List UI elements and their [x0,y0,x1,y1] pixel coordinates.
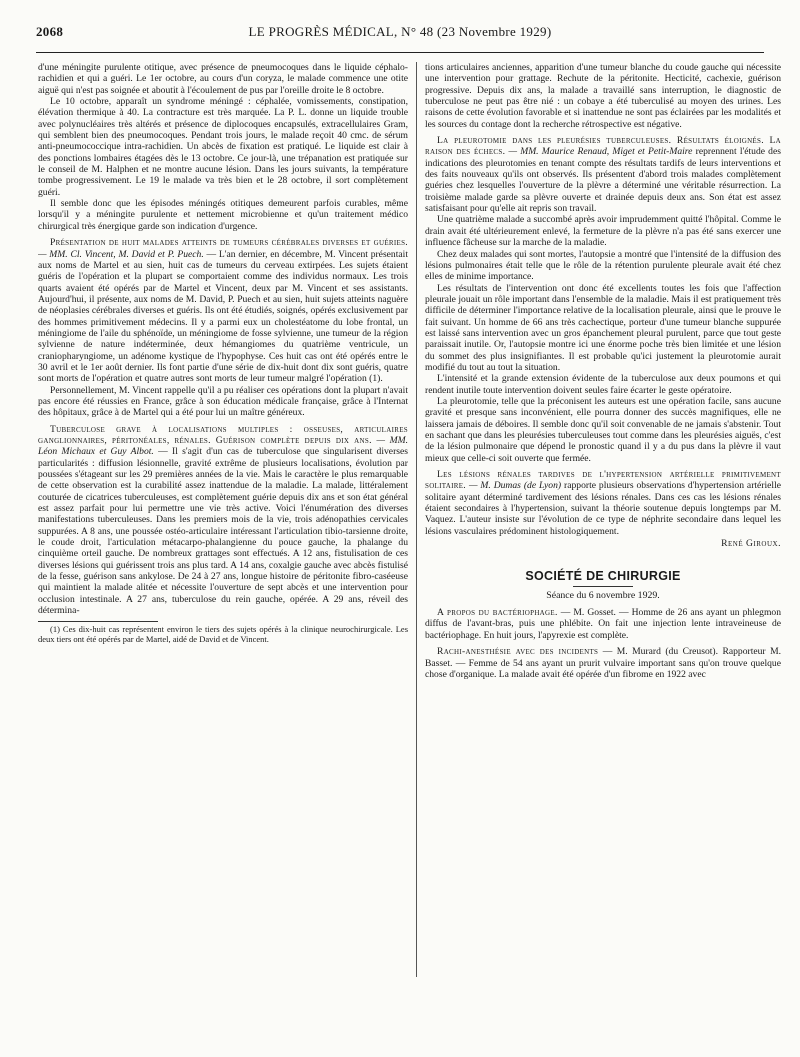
journal-title: LE PROGRÈS MÉDICAL, N° 48 (23 Novembre 1929) [248,24,552,39]
column-divider [416,62,417,977]
article-title: Rachi-anesthésie avec des incidents [437,646,599,658]
paragraph: Les résultats de l'intervention ont donc été excellents toutes les fois que l'affection pleurale jouait un rôle important dans l'ensemble de la maladie. Mais il est pratiquement très difficile de déterminer l'importance relative de la localisation pleurale, ainsi que le prouve le fait suivant. Un homme de 66 ans très cachectique, porteur d'une tumeur blanche suppurée est laissé sans intervention avec un gros épanchement pleural purulent, parce que tout geste paraissait inutile. Or, l'autopsie montre ici une énorme poche très bien limitée et une lésion du sommet des plus insignifiantes. Il est probable qu'ici justement la pleurotomie aurait modifié du tout au tout la situation. [425,282,781,373]
author-signature: René Giroux. [721,538,781,550]
footnote-rule [38,621,158,622]
article-title: A propos du bactériophage. [437,607,558,619]
article-body: — Il s'agit d'un cas de tuberculose que singularisent diverses particularités : diffusion lésionnelle, gravité extrême de plusieurs localisations, évolution par poussées s'étageant sur les 29 premières années de la vie. Mais le caractère le plus remarquable de cette observation est la curabilité assez inattendue de la maladie. La malade, littéralement couturée de cicatrices tuberculeuses, est complètement guérie depuis dix ans et son état général est assez parfait pour lui permettre une vie très active. Voici l'énumération des diverses manifestations tuberculeuses. Dans les premiers mois de la vie, trois adénopathies cervicales suppurées. A 8 ans, une poussée ostéo-articulaire intéressant l'articulation tibio-tarsienne droite, le coude droit, l'articulation métacarpo-phalangienne du pouce gauche, la phalange du cinquième orteil gauche. De nombreux grattages sont effectués. A 12 ans, fistulisation de ces diverses lésions qui guérissent trois ans plus tard. A 14 ans, coxalgie gauche avec abcès fistulisé de la fesse, guérison sans ankylose. De 24 à 27 ans, longue histoire de péritonite fibro-caséeuse qui maintient la malade alitée et nécessite l'ouverture de sept abcès et une intervention pour occlusion intestinale. A 27 ans, tuberculose du rein gauche, opérée. A 29 ans, réveil des détermina- [38,446,408,617]
footnote: (1) Ces dix-huit cas représentent environ le tiers des sujets opérés à la clinique neurochirurgicale. Les deux tiers ont été opérés par de Martel, aidé de David et de Vincent. [38,623,408,644]
article-vincent [38,237,408,384]
page-header [36,24,764,44]
page-number: 2068 [36,24,64,39]
paragraph: La pleurotomie, telle que la préconisent les auteurs est une opération facile, sans aucune gravité et presque sans inconvénient, elle pourra donner des succès magnifiques, elle ne laissera jamais de déboires. Il semble donc qu'il soit convenable de ne jamais s'abstenir. Tout en sachant que dans les pleurésies tuberculeuses tout comme dans les pleurésies aiguës, c'est de la lésion pulmonaire que dépend le pronostic quand il y a du pus dans la plèvre il vaut mieux que celle-ci soit ouverte que fermée. [425,395,781,464]
article-renaud [425,135,781,214]
article-authors: — M. Dumas (de Lyon) [468,480,562,492]
header-rule [36,52,764,53]
article-authors: — M. Murard (du Creusot). Rapporteur M. Basset. [425,646,781,669]
paragraph: Personnellement, M. Vincent rappelle qu'il a pu réaliser ces opérations dont la plupart n'avait pas encore été réussies en France, grâce à son éducation médicale française, grâce à l'Internat des hôpitaux, grâce à de Martel qui a été pour lui un maître généreux. [38,384,408,419]
article-gosset [425,607,781,641]
paragraph: Le 10 octobre, apparaît un syndrome méningé : céphalée, vomissements, constipation, élévation thermique à 40. La contracture est très marquée. La P. L. donne un liquide trouble avec polynucléaires très altérés et présence de diplocoques encapsulés, extracellulaires Gram, qui semblent bien des pneumocoques. Pendant trois jours, le malade reçoit 40 cmc. de sérum anti-pneumococcique intra-rachidien. Un abcès de fixation est pratiqué. Le liquide est clair à des ponctions lombaires étagées dès le 13 octobre. Ce jour-là, une trépanation est pratiquée sur le conseil de M. Halphen et ne montre aucune lésion. Dans les jours suivants, la température tombe progressivement. Le 19 le malade va très bien et le 28 octobre, il sort complètement guéri. [38,96,408,198]
session-date: Séance du 6 novembre 1929. [546,589,660,601]
society-rule [573,586,633,587]
paragraph: Il semble donc que les épisodes méningés otitiques demeurent parfois curables, même lorsqu'il y a méningite purulente et nettement microbienne et qu'un traitement médico chirurgical très énergique garde son indication d'urgence. [38,198,408,232]
article-title: Présentation de huit malades atteints de tumeurs cérébrales diverses et guéries. [50,237,408,249]
article-title: Les lésions rénales tardives de l'hypertension artérielle primitivement solitaire. [425,469,781,492]
paragraph: d'une méningite purulente otitique, avec présence de pneumocoques dans le liquide céphalo-rachidien et qui a guéri. Le 1er octobre, au cours d'un coryza, le malade commence une otite aiguë qui n'est pas soignée et aboutit à l'écoulement de pus par l'oreille droite le 8 octobre. [38,62,408,96]
right-column [425,62,781,1043]
paragraph: Chez deux malades qui sont mortes, l'autopsie a montré que l'intensité de la diffusion des lésions pulmonaires était telle que le rôle de la rétention purulente pleurale avait été chez elles de minime importance. [425,248,781,283]
paragraph: Une quatrième malade a succombé après avoir imprudemment quitté l'hôpital. Comme le drain avait été ultérieurement enlevé, la fermeture de la plèvre n'a pas été sans exercer une influence fâcheuse sur la marche de la maladie. [425,214,781,249]
article-body: — Homme de 26 ans ayant un phlegmon diffus de l'avant-bras, puis une phlébite. On fait une injection lente intraveineuse de bactériophage. En huit jours, l'apyrexie est complète. [425,607,781,641]
article-body: — L'an dernier, en décembre, M. Vincent présentait aux noms de Martel et au sien, huit cas de tumeurs du cerveau extirpées. Les sujets étaient guéris de l'opération et la plupart se comportaient comme des individus normaux. Les trois quarts avaient été opérés par de Martel et Vincent, deux par M. Vincent et ses assistants. Aujourd'hui, il présente, aux noms de M. David, P. Puech et au sien, huit sujets atteints naguère de néoplasies cérébrales diverses et guéris. Ils ont été étudiés, soignés, opérés exclusivement par des hommes primitivement médecins. Il y a parmi eux un cholestéatome du lobe frontal, un méningiome de l'aile du sphénoïde, un méningiome de fosse sylvienne, une tumeur de la région sylvienne de nature indéterminée, deux hémangiomes du quatrième ventricule, un craniopharyngiome, un adénome kystique de l'hypophyse. Ces huit cas ont été opérés entre le 30 avril et le 1er août dernier. Ils font partie d'une série de dix-huit dont dix sont guéris, quatre sont morts de l'opération et quatre autres sont morts de leur tumeur malgré l'opération (1). [38,248,408,385]
article-title: La pleurotomie dans les pleurésies tuberculeuses. Résultats éloignés. La raison des échecs. [425,135,781,158]
article-body: — Femme de 54 ans ayant un prurit vulvaire important sans qu'on trouve quelque chose d'organique. La malade avait été opérée d'un fibrome en 1922 avec [425,657,781,680]
article-authors: — MM. Maurice Renaud, Miget et Petit-Maire [508,146,693,158]
article-dumas [425,469,781,537]
paragraph: tions articulaires anciennes, apparition d'une tumeur blanche du coude gauche qui nécessite une intervention pour grattage. Rechute de la péritonite. Hecticité, cachexie, guérison progressive. Depuis dix ans, la malade a travaillé sans interruption, le diagnostic de tuberculose ne peut pas être nié : un cobaye a été tuberculisé au moyen des urines. Les raisons de cette évolution favorable et si inattendue ne sont pas éclairées par les modalités et les sources du contage dont la recherche rétrospective est négative. [425,62,781,130]
article-murard [425,646,781,680]
left-column [38,62,408,1043]
article-body: rapporte plusieurs observations d'hypertension artérielle solitaire ayant déterminé tardivement des lésions rénales. Dans ces cas les lésions rénales étaient secondaires à l'hypertension, suivant la théorie soutenue depuis longtemps par M. Vaquez. L'auteur insiste sur l'évolution de ce type de néphrite secondaire dans lequel les lésions vasculaires prédominent histologiquement. [425,480,781,537]
article-title: Tuberculose grave à localisations multiples : osseuses, articulaires ganglionnaires, péritonéales, rénales. Guérison complète depuis dix ans. [38,423,408,446]
article-authors: — M. Gosset. [560,607,616,619]
article-body: reprennent l'étude des indications des pleurotomies en tenant compte des résultats tardifs de leurs interventions et des faits nouveaux qu'ils ont observés. Ils présentent d'abord trois malades complètement guéries chez lesquelles l'ouverture de la plèvre a déterminé une véritable résurrection. La troisième malade garde sa plèvre ouverte et drainée depuis deux ans. Son état est assez satisfaisant pour qu'elle ait repris son travail. [425,146,781,215]
article-michaux [38,424,408,617]
paragraph: L'intensité et la grande extension évidente de la tuberculose aux deux poumons et qui rendent inutile toute intervention doivent seules faire écarter le geste opératoire. [425,373,781,396]
article-authors: — MM. Cl. Vincent, M. David et P. Puech. [38,248,204,260]
article-authors: — MM. Léon Michaux et Guy Albot. [38,435,408,458]
society-heading: SOCIÉTÉ DE CHIRURGIE [525,569,681,584]
